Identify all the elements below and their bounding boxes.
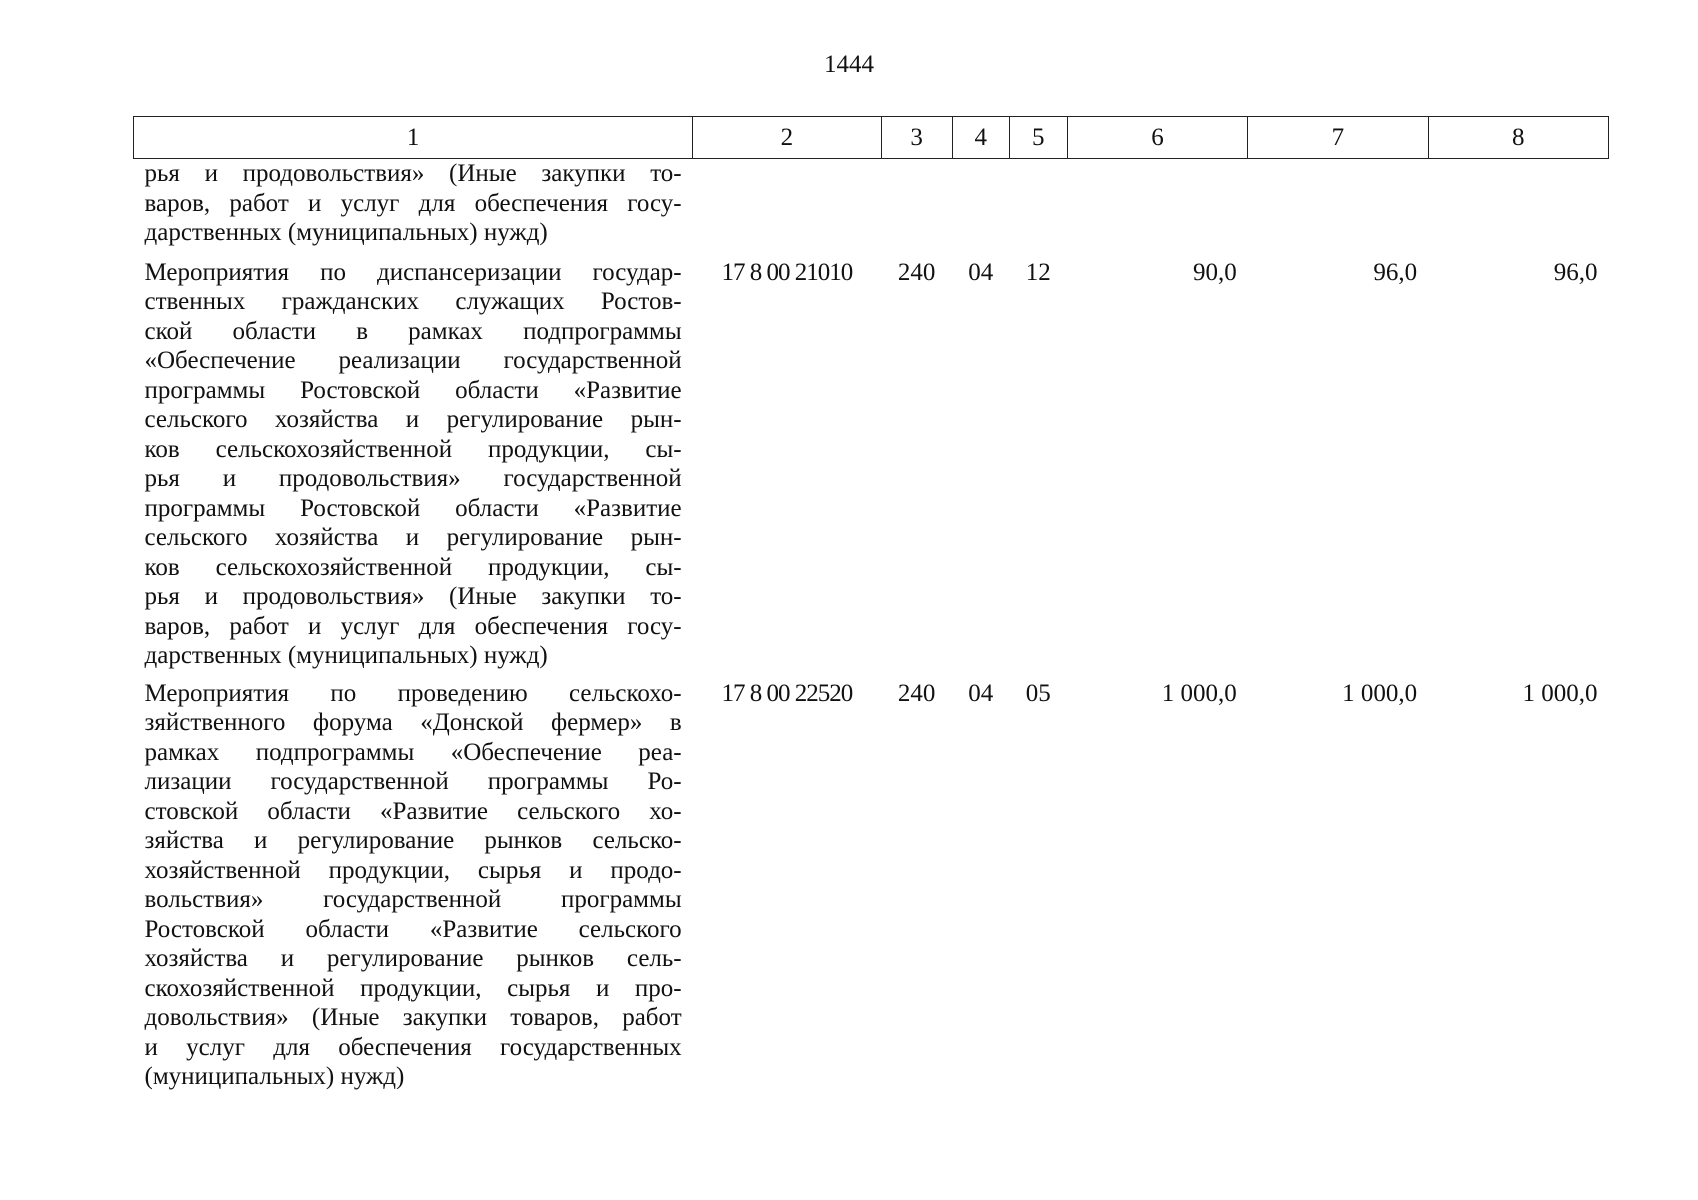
table-body <box>134 159 1609 1100</box>
description-line: дарственных (муниципальных) нужд) <box>144 219 548 246</box>
row-description <box>134 258 693 679</box>
header-col-7: 7 <box>1248 117 1428 159</box>
amount-col-6: 1 000,0 <box>1161 679 1237 707</box>
description-line: сельского хозяйства и регулирование рын- <box>144 524 682 551</box>
header-col-8: 8 <box>1428 117 1608 159</box>
header-col-6: 6 <box>1067 117 1247 159</box>
amount-col-8 <box>1428 159 1608 258</box>
description-line: хозяйства и регулирование рынков сель- <box>144 945 682 972</box>
description-line: Ростовской области «Развитие сельского <box>144 915 682 943</box>
description-line: рья и продовольствия» (Иные закупки то- <box>144 583 682 610</box>
description-line: вольствия» государственной программы <box>144 886 682 913</box>
description-line: зяйства и регулирование рынков сельско- <box>144 827 682 854</box>
table-row <box>134 159 1609 258</box>
target-article-code <box>693 159 881 258</box>
amount-col-6 <box>1067 159 1247 258</box>
description-line: ков сельскохозяйственной продукции, сы- <box>144 553 682 581</box>
section-code: 04 <box>968 258 994 286</box>
page-number: 1444 <box>824 51 874 78</box>
section-code: 04 <box>968 679 994 707</box>
budget-table <box>133 116 1609 1100</box>
description-line: ской области в рамках подпрограммы <box>144 317 682 345</box>
amount-col-7 <box>1248 159 1428 258</box>
amount-col-7: 96,0 <box>1373 258 1418 286</box>
description-line: рья и продовольствия» государственной <box>144 465 682 492</box>
description-line: (муниципальных) нужд) <box>144 1063 405 1090</box>
description-line: Мероприятия по проведению сельскохо- <box>144 679 682 707</box>
header-col-4: 4 <box>952 117 1009 159</box>
description-line: варов, работ и услуг для обеспечения госу- <box>144 189 682 217</box>
expense-type: 240 <box>897 679 936 707</box>
description-line: лизации государственной программы Ро- <box>144 768 682 795</box>
subsection-code <box>1009 159 1067 258</box>
description-line: рамках подпрограммы «Обеспечение реа- <box>144 738 682 766</box>
row-description <box>134 159 693 258</box>
description-line: стовской области «Развитие сельского хо- <box>144 797 682 825</box>
section-code <box>952 159 1009 258</box>
description-line: программы Ростовской области «Развитие <box>144 494 682 522</box>
description-line: ственных гражданских служащих Ростов- <box>144 288 682 315</box>
description-line: ков сельскохозяйственной продукции, сы- <box>144 435 682 463</box>
description-line: хозяйственной продукции, сырья и продо- <box>144 856 682 884</box>
description-line: зяйственного форума «Донской фермер» в <box>144 709 682 736</box>
description-line: варов, работ и услуг для обеспечения госу- <box>144 612 682 640</box>
header-row <box>134 117 1609 159</box>
expense-type <box>881 159 952 258</box>
table-row <box>134 679 1609 1100</box>
description-line: довольствия» (Иные закупки товаров, работ <box>144 1004 682 1031</box>
subsection-code: 05 <box>1025 679 1051 707</box>
row-description <box>134 679 693 1100</box>
description-line: программы Ростовской области «Развитие <box>144 376 682 404</box>
target-article-code: 17 8 00 21010 <box>721 258 853 286</box>
description-line: рья и продовольствия» (Иные закупки то- <box>144 160 682 187</box>
description-line: скохозяйственной продукции, сырья и про- <box>144 974 682 1002</box>
target-article-code: 17 8 00 22520 <box>721 679 853 707</box>
table-row <box>134 258 1609 679</box>
header-col-3: 3 <box>881 117 952 159</box>
header-col-2: 2 <box>693 117 881 159</box>
expense-type: 240 <box>897 258 936 286</box>
table-header <box>134 117 1609 159</box>
description-line: «Обеспечение реализации государственной <box>144 347 682 374</box>
amount-col-7: 1 000,0 <box>1342 679 1418 707</box>
amount-col-8: 96,0 <box>1553 258 1598 286</box>
description-line: Мероприятия по диспансеризации государ- <box>144 258 682 286</box>
header-col-1: 1 <box>134 117 693 159</box>
description-line: и услуг для обеспечения государственных <box>144 1033 682 1061</box>
subsection-code: 12 <box>1025 258 1051 286</box>
amount-col-8: 1 000,0 <box>1522 679 1598 707</box>
header-col-5: 5 <box>1009 117 1067 159</box>
amount-col-6: 90,0 <box>1192 258 1237 286</box>
description-line: дарственных (муниципальных) нужд) <box>144 642 548 669</box>
description-line: сельского хозяйства и регулирование рын- <box>144 406 682 433</box>
